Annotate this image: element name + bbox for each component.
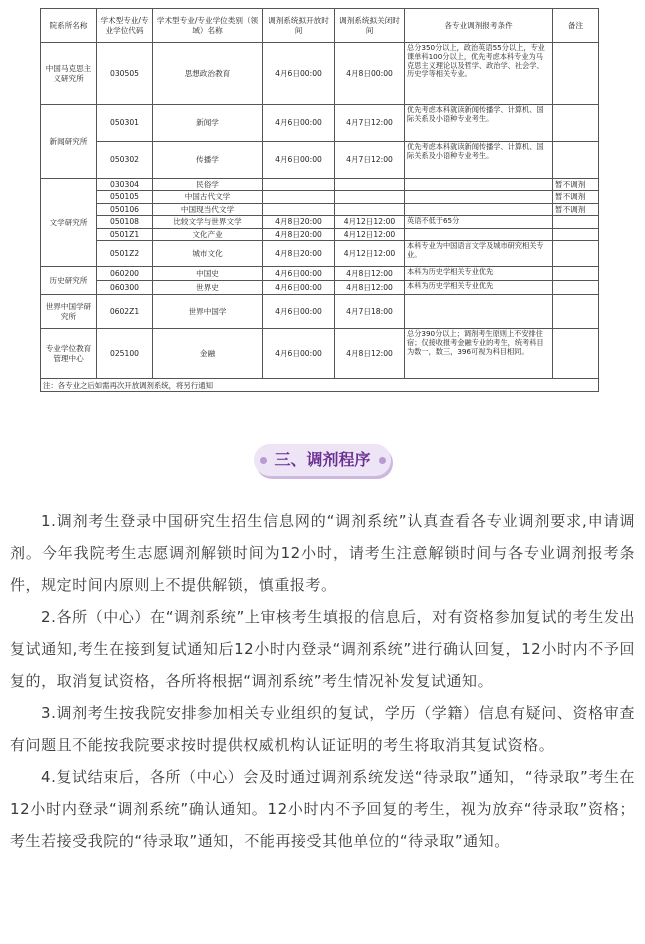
header-remarks: 备注 — [553, 9, 599, 43]
conditions-cell: 本科为历史学相关专业优先 — [405, 281, 553, 295]
close-time-cell: 4月8日12:00 — [335, 281, 405, 295]
open-time-cell: 4月6日00:00 — [263, 295, 335, 329]
code-cell: 025100 — [97, 329, 153, 379]
code-cell: 050108 — [97, 216, 153, 228]
remark-cell — [553, 216, 599, 228]
code-cell: 030304 — [97, 179, 153, 191]
dept-cell: 文学研究所 — [41, 179, 97, 267]
section-heading — [0, 444, 645, 478]
table-row — [41, 241, 599, 267]
code-cell: 060300 — [97, 281, 153, 295]
major-cell: 金融 — [153, 329, 263, 379]
remark-cell — [553, 43, 599, 105]
table-row — [41, 329, 599, 379]
open-time-cell: 4月6日00:00 — [263, 105, 335, 142]
remark-cell — [553, 281, 599, 295]
procedure-paragraph-3: 3.调剂考生按我院安排参加相关专业组织的复试，学历（学籍）信息有疑问、资格审查有问题且不能按我院要求按时提供权威机构认证证明的考生将取消其复试资格。 — [10, 704, 635, 754]
remark-cell: 暂不调剂 — [553, 191, 599, 203]
major-cell: 世界史 — [153, 281, 263, 295]
major-cell: 世界中国学 — [153, 295, 263, 329]
table-row — [41, 105, 599, 142]
code-cell: 050302 — [97, 142, 153, 179]
code-cell: 060200 — [97, 267, 153, 281]
dept-cell: 新闻研究所 — [41, 105, 97, 179]
major-cell: 思想政治教育 — [153, 43, 263, 105]
close-time-cell: 4月7日12:00 — [335, 142, 405, 179]
procedure-paragraph-2: 2.各所（中心）在“调剂系统”上审核考生填报的信息后，对有资格参加复试的考生发出复试通知,考生在接到复试通知后12小时内登录“调剂系统”进行确认回复，12小时内不予回复的，取消复试资格，各所将根据“调剂系统”考生情况补发复试通知。 — [10, 608, 635, 690]
code-cell: 050105 — [97, 191, 153, 203]
dept-cell: 历史研究所 — [41, 267, 97, 295]
remark-cell — [553, 295, 599, 329]
remark-cell — [553, 241, 599, 267]
remark-cell — [553, 228, 599, 240]
conditions-cell — [405, 191, 553, 203]
close-time-cell: 4月7日18:00 — [335, 295, 405, 329]
code-cell: 0501Z2 — [97, 241, 153, 267]
conditions-cell: 优先考虑本科就读新闻传播学、计算机、国际关系及小语种专业考生。 — [405, 105, 553, 142]
table-row — [41, 191, 599, 203]
open-time-cell — [263, 179, 335, 191]
table-row — [41, 142, 599, 179]
header-close-time: 调剂系统拟关闭时间 — [335, 9, 405, 43]
section-title: 三、调剂程序 — [274, 450, 371, 469]
close-time-cell: 4月12日12:00 — [335, 228, 405, 240]
remark-cell — [553, 142, 599, 179]
close-time-cell: 4月8日00:00 — [335, 43, 405, 105]
dept-cell: 世界中国学研究所 — [41, 295, 97, 329]
conditions-cell: 英语不低于65分 — [405, 216, 553, 228]
table-row — [41, 216, 599, 228]
conditions-cell — [405, 203, 553, 215]
open-time-cell: 4月8日20:00 — [263, 228, 335, 240]
major-cell: 中国史 — [153, 267, 263, 281]
header-major-name: 学术型专业/专业学位类别（领域）名称 — [153, 9, 263, 43]
open-time-cell: 4月8日20:00 — [263, 241, 335, 267]
remark-cell — [553, 329, 599, 379]
remark-cell — [553, 267, 599, 281]
code-cell: 0501Z1 — [97, 228, 153, 240]
open-time-cell — [263, 191, 335, 203]
close-time-cell — [335, 203, 405, 215]
close-time-cell: 4月8日12:00 — [335, 267, 405, 281]
table-row — [41, 295, 599, 329]
code-cell: 050301 — [97, 105, 153, 142]
procedure-paragraph-4: 4.复试结束后，各所（中心）会及时通过调剂系统发送“待录取”通知，“待录取”考生在12小时内登录“调剂系统”确认通知。12小时内不予回复的考生，视为放弃“待录取”资格；考生若接受我院的“待录取”通知，不能再接受其他单位的“待录取”通知。 — [10, 768, 635, 850]
code-cell: 030505 — [97, 43, 153, 105]
open-time-cell: 4月6日00:00 — [263, 43, 335, 105]
open-time-cell — [263, 203, 335, 215]
major-cell: 中国现当代文学 — [153, 203, 263, 215]
procedure-content — [10, 505, 635, 857]
conditions-cell: 本科为历史学相关专业优先 — [405, 267, 553, 281]
remark-cell — [553, 105, 599, 142]
table-row — [41, 267, 599, 281]
code-cell: 050106 — [97, 203, 153, 215]
adjustment-table — [40, 8, 599, 392]
major-cell: 传播学 — [153, 142, 263, 179]
table-row — [41, 281, 599, 295]
open-time-cell: 4月8日20:00 — [263, 216, 335, 228]
code-cell: 0602Z1 — [97, 295, 153, 329]
close-time-cell: 4月8日12:00 — [335, 329, 405, 379]
major-cell: 比较文学与世界文学 — [153, 216, 263, 228]
table-footnote: 注：各专业之后如需再次开放调剂系统，将另行通知 — [41, 379, 599, 392]
header-dept: 院系所名称 — [41, 9, 97, 43]
remark-cell: 暂不调剂 — [553, 179, 599, 191]
close-time-cell: 4月12日12:00 — [335, 241, 405, 267]
major-cell: 民俗学 — [153, 179, 263, 191]
conditions-cell: 总分350分以上，政治英语55分以上，专业课单科100分以上，优先考虑本科专业为马克思主义理论以及哲学、政治学、社会学、历史学等相关专业。 — [405, 43, 553, 105]
dept-cell: 中国马克思主义研究所 — [41, 43, 97, 105]
table-row — [41, 179, 599, 191]
open-time-cell: 4月6日00:00 — [263, 329, 335, 379]
procedure-paragraph-1: 1.调剂考生登录中国研究生招生信息网的“调剂系统”认真查看各专业调剂要求,申请调剂。今年我院考生志愿调剂解锁时间为12小时，请考生注意解锁时间与各专业调剂报考条件，规定时间内原则上不提供解锁，慎重报考。 — [10, 512, 635, 594]
close-time-cell: 4月12日12:00 — [335, 216, 405, 228]
remark-cell: 暂不调剂 — [553, 203, 599, 215]
header-conditions: 各专业调剂报考条件 — [405, 9, 553, 43]
conditions-cell — [405, 295, 553, 329]
adjustment-table-container — [40, 8, 598, 396]
table-row — [41, 43, 599, 105]
conditions-cell: 总分390分以上；调剂考生原则上不安排住宿；仅接收报考金融专业的考生，统考科目为数一，数三，396可视为科目相同。 — [405, 329, 553, 379]
table-row — [41, 228, 599, 240]
conditions-cell — [405, 228, 553, 240]
open-time-cell: 4月6日00:00 — [263, 142, 335, 179]
header-code: 学术型专业/专业学位代码 — [97, 9, 153, 43]
conditions-cell — [405, 179, 553, 191]
open-time-cell: 4月6日00:00 — [263, 267, 335, 281]
close-time-cell — [335, 191, 405, 203]
table-header-row — [41, 9, 599, 43]
conditions-cell: 本科专业为中国语言文学及城市研究相关专业。 — [405, 241, 553, 267]
major-cell: 中国古代文学 — [153, 191, 263, 203]
major-cell: 城市文化 — [153, 241, 263, 267]
open-time-cell: 4月6日00:00 — [263, 281, 335, 295]
header-open-time: 调剂系统拟开放时间 — [263, 9, 335, 43]
dept-cell: 专业学位教育管理中心 — [41, 329, 97, 379]
table-footnote-row — [41, 379, 599, 392]
conditions-cell: 优先考虑本科就读新闻传播学、计算机、国际关系及小语种专业考生。 — [405, 142, 553, 179]
close-time-cell: 4月7日12:00 — [335, 105, 405, 142]
table-row — [41, 203, 599, 215]
major-cell: 新闻学 — [153, 105, 263, 142]
major-cell: 文化产业 — [153, 228, 263, 240]
close-time-cell — [335, 179, 405, 191]
